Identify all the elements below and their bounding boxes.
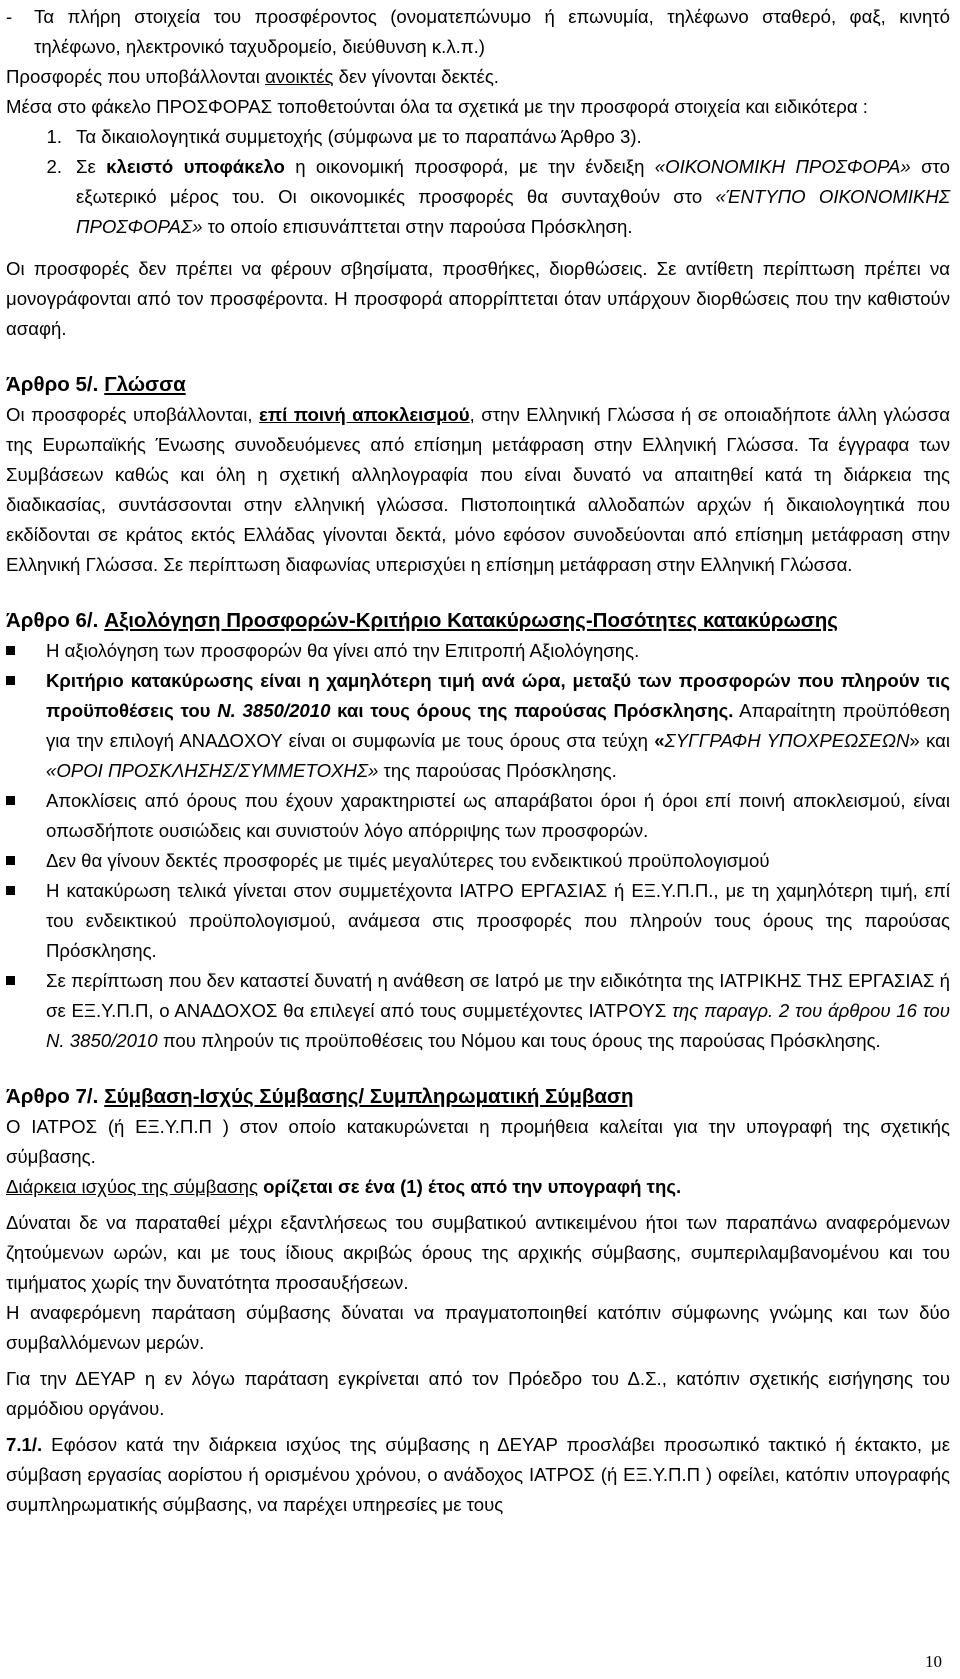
- lead-item: [6, 2, 950, 62]
- article-5-title: Γλώσσα: [104, 373, 186, 396]
- square-bullet-icon: [6, 846, 46, 876]
- square-bullet-icon: [6, 786, 46, 846]
- article-7-title: Σύμβαση-Ισχύς Σύμβασης/ Συμπληρωματική Σύμβαση: [104, 1085, 634, 1108]
- article-7-1-paragraph: 7.1/. Εφόσον κατά την διάρκεια ισχύος της σύμβασης η ΔΕΥΑΡ προσλάβει προσωπικό τακτικό ή έκτακτο, με σύμβαση εργασίας αορίστου ή ορισμένου χρόνου, ο ανάδοχος ΙΑΤΡΟΣ (ή ΕΞ.Υ.Π.Π ) οφείλει, κατόπιν υπογραφής συμπληρωματικής σύμβασης, να παρέχει υπηρεσίες με τους: [6, 1434, 950, 1515]
- article-6-bullet-2: Κριτήριο κατακύρωσης είναι η χαμηλότερη τιμή ανά ώρα, μεταξύ των προσφορών που πληρούν τις προϋποθέσεις του Ν. 3850/2010 και τους όρους της παρούσας Πρόσκλησης. Απαραίτητη προϋπόθεση για την επιλογή ΑΝΑΔΟΧΟΥ είναι οι συμφωνία με τους όρους στα τεύχη «ΣΥΓΓΡΑΦΗ ΥΠΟΧΡΕΩΣΕΩΝ» και «ΟΡΟΙ ΠΡΟΣΚΛΗΣΗΣ/ΣΥΜΜΕΤΟΧΗΣ» της παρούσας Πρόσκλησης.: [6, 666, 950, 786]
- open-offers-line: Προσφορές που υποβάλλονται ανοικτές δεν γίνονται δεκτές.: [6, 66, 499, 87]
- corrections-paragraph: Οι προσφορές δεν πρέπει να φέρουν σβησίματα, προσθήκες, διορθώσεις. Σε αντίθετη περίπτωση πρέπει να μονογράφονται από τον προσφέροντα. Η προσφορά απορρίπτεται όταν υπάρχουν διορθώσεις που την καθιστούν ασαφή.: [6, 258, 950, 339]
- page-number: 10: [925, 1652, 942, 1671]
- article-7-paragraph-1: Ο ΙΑΤΡΟΣ (ή ΕΞ.Υ.Π.Π ) στον οποίο κατακυρώνεται η προμήθεια καλείται για την υπογραφή της σχετικής σύμβασης.: [6, 1116, 950, 1167]
- article-7-paragraph-3: Η αναφερόμενη παράταση σύμβασης δύναται να πραγματοποιηθεί κατόπιν σύμφωνης γνώμης και των δύο συμβαλλόμενων μερών.: [6, 1302, 950, 1353]
- article-6-title: Αξιολόγηση Προσφορών-Κριτήριο Κατακύρωσης-Ποσότητες κατακύρωσης: [104, 609, 838, 632]
- square-bullet-icon: [6, 876, 46, 966]
- article-6-bullet-3: Αποκλίσεις από όρους που έχουν χαρακτηριστεί ως απαράβατοι όροι ή όροι επί ποινή αποκλεισμού, είναι οπωσδήποτε ουσιώδεις και συνιστούν λόγο απόρριψης των προσφορών.: [6, 786, 950, 846]
- open-offers-underlined: ανοικτές: [265, 66, 334, 87]
- article-7-paragraph-2: Δύναται δε να παραταθεί μέχρι εξαντλήσεως του συμβατικού αντικειμένου ήτοι των παραπάνω αναφερόμενων ζητούμενων ωρών, και με τους ίδιους ακριβώς όρους της αρχικής σύμβασης, συμπεριλαμβανομένου και του τιμήματος χωρίς την δυνατότητα προσαυξήσεων.: [6, 1212, 950, 1293]
- lead-item-text: Τα πλήρη στοιχεία του προσφέροντος (ονοματεπώνυμο ή επωνυμία, τηλέφωνο σταθερό, φαξ, κινητό τηλέφωνο, ηλεκτρονικό ταχυδρομείο, διεύθυνση κ.λ.π.): [34, 6, 950, 57]
- exclusion-penalty: επί ποινή αποκλεισμού: [259, 404, 470, 425]
- envelope-intro: Μέσα στο φάκελο ΠΡΟΣΦΟΡΑΣ τοποθετούνται όλα τα σχετικά με την προσφορά στοιχεία και ειδικότερα :: [6, 96, 868, 117]
- envelope-list-item-2: 2. Σε κλειστό υποφάκελο η οικονομική προσφορά, με την ένδειξη «ΟΙΚΟΝΟΜΙΚΗ ΠΡΟΣΦΟΡΑ» στο εξωτερικό μέρος του. Οι οικονομικές προσφορές θα συνταχθούν στο «ΈΝΤΥΠΟ ΟΙΚΟΝΟΜΙΚΗΣ ΠΡΟΣΦΟΡΑΣ» το οποίο επισυνάπτεται στην παρούσα Πρόσκληση.: [46, 156, 951, 237]
- envelope-list-item-1: 1. Τα δικαιολογητικά συμμετοχής (σύμφωνα με το παραπάνω Άρθρο 3).: [46, 126, 642, 147]
- article-6-bullet-6: Σε περίπτωση που δεν καταστεί δυνατή η ανάθεση σε Ιατρό με την ειδικότητα της ΙΑΤΡΙΚΗΣ ΤΗΣ ΕΡΓΑΣΙΑΣ ή σε ΕΞ.Υ.Π.Π, ο ΑΝΑΔΟΧΟΣ θα επιλεγεί από τους συμμετέχοντες ΙΑΤΡΟΥΣ της παραγρ. 2 του άρθρου 16 του Ν. 3850/2010 που πληρούν τις προϋποθέσεις του Νόμου και τους όρους της παρούσας Πρόσκλησης.: [6, 966, 950, 1056]
- dash-marker: -: [6, 6, 13, 27]
- article-7-paragraph-4: Για την ΔΕΥΑΡ η εν λόγω παράταση εγκρίνεται από τον Πρόεδρο του Δ.Σ., κατόπιν σχετικής εισήγησης του αρμόδιου οργάνου.: [6, 1368, 950, 1419]
- article-6-bullet-5: Η κατακύρωση τελικά γίνεται στον συμμετέχοντα ΙΑΤΡΟ ΕΡΓΑΣΙΑΣ ή ΕΞ.Υ.Π.Π., με τη χαμηλότερη τιμή, επί του ενδεικτικού προϋπολογισμού, ανάμεσα στις προσφορές που πληρούν τους όρους της παρούσας Πρόσκλησης.: [6, 876, 950, 966]
- article-7-heading: Άρθρο 7/. Σύμβαση-Ισχύς Σύμβασης/ Συμπληρωματική Σύμβαση: [6, 1085, 634, 1108]
- article-6-heading: Άρθρο 6/. Αξιολόγηση Προσφορών-Κριτήριο Κατακύρωσης-Ποσότητες κατακύρωσης: [6, 609, 838, 632]
- square-bullet-icon: [6, 966, 46, 1056]
- closed-subenvelope: κλειστό υποφάκελο: [106, 156, 285, 177]
- article-5-heading: Άρθρο 5/. Γλώσσα: [6, 373, 186, 396]
- contract-duration: Διάρκεια ισχύος της σύμβασης ορίζεται σε ένα (1) έτος από την υπογραφή της.: [6, 1176, 682, 1197]
- square-bullet-icon: [6, 636, 46, 666]
- article-6-bullet-4: Δεν θα γίνουν δεκτές προσφορές με τιμές μεγαλύτερες του ενδεικτικού προϋπολογισμού: [6, 846, 950, 876]
- square-bullet-icon: [6, 666, 46, 786]
- article-5-body: Οι προσφορές υποβάλλονται, επί ποινή αποκλεισμού, στην Ελληνική Γλώσσα ή σε οποιαδήποτε άλλη γλώσσα της Ευρωπαϊκής Ένωσης συνοδευόμενες από επίσημη μετάφραση στην Ελληνική Γλώσσα. Τα έγγραφα των Συμβάσεων καθώς και όλη η σχετική αλληλογραφία που είναι δυνατό να απαιτηθεί κατά τη διάρκεια της διαδικασίας, συντάσσονται στην ελληνική γλώσσα. Πιστοποιητικά αλλοδαπών αρχών ή δικαιολογητικά που εκδίδονται σε κράτος εκτός Ελλάδας γίνονται δεκτά, μόνο εφόσον συνοδεύονται από επίσημη μετάφραση στην Ελληνική Γλώσσα. Σε περίπτωση διαφωνίας υπερισχύει η επίσημη μετάφραση στην Ελληνική Γλώσσα.: [6, 404, 951, 575]
- article-6-bullet-1: Η αξιολόγηση των προσφορών θα γίνει από την Επιτροπή Αξιολόγησης.: [6, 636, 950, 666]
- document-page: [6, 2, 950, 1520]
